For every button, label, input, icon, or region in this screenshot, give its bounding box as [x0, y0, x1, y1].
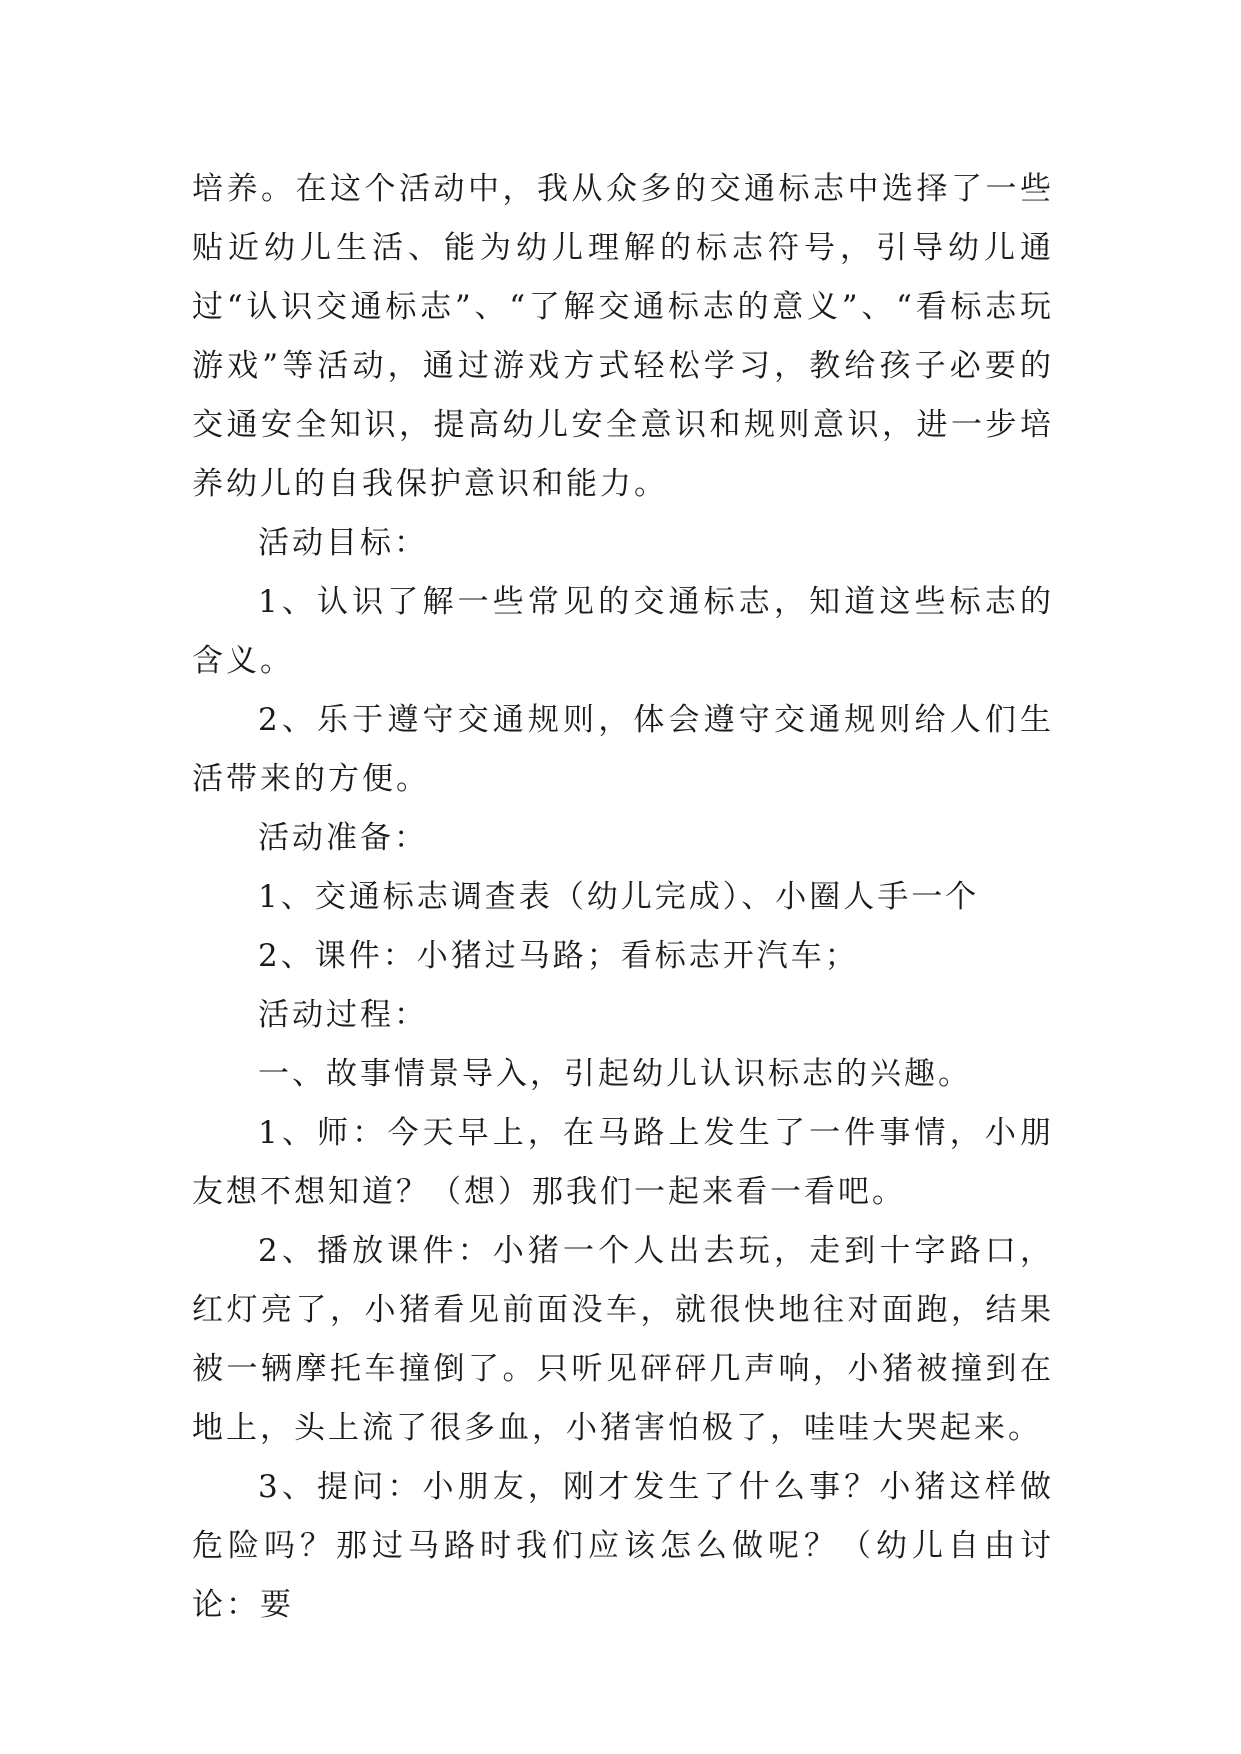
document-body — [192, 160, 1054, 1635]
process-step-2: 2、播放课件：小猪一个人出去玩，走到十字路口，红灯亮了，小猪看见前面没车，就很快地往对面跑，结果被一辆摩托车撞倒了。只听见砰砰几声响，小猪被撞到在地上，头上流了很多血，小猪害怕极了，哇哇大哭起来。 — [192, 1233, 1054, 1446]
goal-item-2: 2、乐于遵守交通规则，体会遵守交通规则给人们生活带来的方便。 — [192, 702, 1054, 797]
heading-activity-preparation: 活动准备： — [258, 820, 428, 856]
heading-activity-process: 活动过程： — [258, 997, 428, 1033]
preparation-item-1: 1、交通标志调查表（幼儿完成）、小圈人手一个 — [258, 879, 980, 915]
preparation-item-2: 2、课件：小猪过马路；看标志开汽车； — [258, 938, 859, 974]
process-step-3: 3、提问：小朋友，刚才发生了什么事？小猪这样做危险吗？那过马路时我们应该怎么做呢？（幼儿自由讨论：要 — [192, 1469, 1054, 1623]
process-step-1: 1、师：今天早上，在马路上发生了一件事情，小朋友想不想知道？（想）那我们一起来看一看吧。 — [192, 1115, 1054, 1210]
heading-activity-goals: 活动目标： — [258, 525, 428, 561]
process-section-1-title: 一、故事情景导入，引起幼儿认识标志的兴趣。 — [258, 1056, 972, 1092]
goal-item-1: 1、认识了解一些常见的交通标志，知道这些标志的含义。 — [192, 584, 1054, 679]
paragraph-intro-continued: 培养。在这个活动中，我从众多的交通标志中选择了一些贴近幼儿生活、能为幼儿理解的标志符号，引导幼儿通过“认识交通标志”、“了解交通标志的意义”、“看标志玩游戏”等活动，通过游戏方式轻松学习，教给孩子必要的交通安全知识，提高幼儿安全意识和规则意识，进一步培养幼儿的自我保护意识和能力。 — [192, 171, 1054, 502]
